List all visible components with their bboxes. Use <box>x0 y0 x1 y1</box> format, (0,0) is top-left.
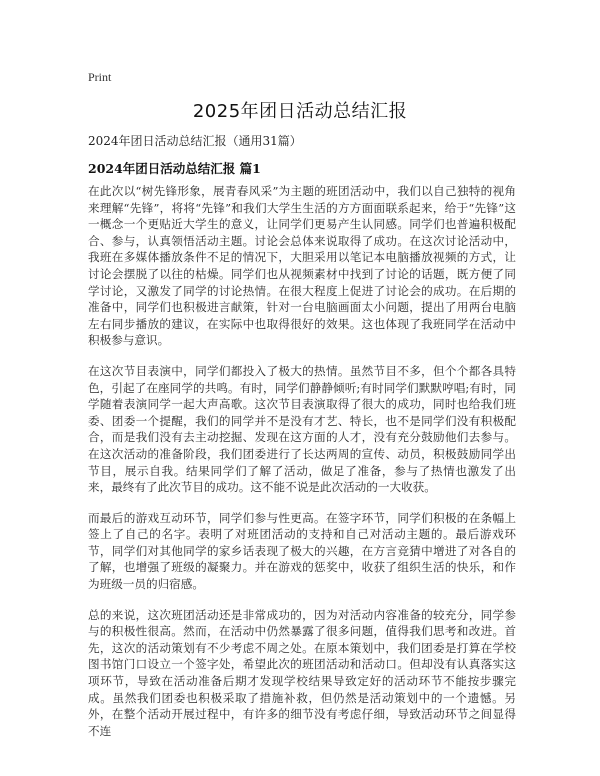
document-subtitle: 2024年团日活动总结汇报（通用31篇） <box>88 134 302 148</box>
page-title: 2025年团日活动总结汇报 <box>192 101 408 122</box>
paragraph-4: 总的来说，这次班团活动还是非常成功的，因为对活动内容准备的较充分，同学参与的积极性很高。然而，在活动中仍然暴露了很多问题，值得我们思考和改进。首先，这次的活动策划有不少考虑不周之处。在原本策划中，我们团委是打算在学校图书馆门口设立一个签字处，希望此次的班团活动和活动口。但却没有认真落实这项环节，导致在活动准备后期才发现学校结果导致定好的活动环节不能按步骤完成。虽然我们团委也积极采取了措施补救，但仍然是活动策划中的一个遗憾。另外，在整个活动开展过程中，有许多的细节没有考虑仔细，导致活动环节之间显得不连 <box>88 607 516 738</box>
body-text <box>88 183 516 753</box>
section-heading: 2024年团日活动总结汇报 篇1 <box>88 161 261 176</box>
paragraph-1: 在此次以“树先锋形象，展青春风采”为主题的班团活动中，我们以自己独特的视角来理解“先锋”，将将“先锋”和我们大学生生活的方方面面联系起来，给于“先锋”这一概念一个更贴近大学生的意义，让同学们更易产生认同感。同学们也普遍积极配合、参与，认真领悟活动主题。讨论会总体来说取得了成功。在这次讨论活动中，我班在多媒体播放条件不足的情况下，大胆采用以笔记本电脑播放视频的方式，让讨论会摆脱了以往的枯燥。同学们也从视频素材中找到了讨论的话题，既方便了同学讨论，又激发了同学的讨论热情。在很大程度上促进了讨论会的成功。在后期的准备中，同学们也积极进言献策，针对一台电脑画面太小问题，提出了用两台电脑左右同步播放的建议，在实际中也取得很好的效果。这也体现了我班同学在活动中积极参与意识。 <box>88 184 516 348</box>
paragraph-3: 而最后的游戏互动环节，同学们参与性更高。在签字环节，同学们积极的在条幅上签上了自己的名字。表明了对班团活动的支持和自己对活动主题的。最后游戏环节，同学们对其他同学的家乡话表现了极大的兴趣，在方言竞猜中增进了对各自的了解，也增强了班级的凝聚力。并在游戏的惩奖中，收获了组织生活的快乐，和作为班级一员的归宿感。 <box>88 510 516 592</box>
print-label: Print <box>88 70 112 84</box>
paragraph-2: 在这次节目表演中，同学们都投入了极大的热情。虽然节目不多，但个个都各具特色，引起了在座同学的共鸣。有时，同学们静静倾听;有时同学们默默哼唱;有时，同学随着表演同学一起大声高歌。这次节目表演取得了很大的成功，同时也给我们班委、团委一个提醒，我们的同学并不是没有才艺、特长，也不是同学们没有积极配合，而是我们没有去主动挖掘、发现在这方面的人才，没有充分鼓励他们去参与。在这次活动的准备阶段，我们团委进行了长达两周的宣传、动员，积极鼓励同学出节目，展示自我。结果同学们了解了活动，做足了准备，参与了热情也激发了出来，最终有了此次节目的成功。这不能不说是此次活动的一大收获。 <box>88 363 516 495</box>
